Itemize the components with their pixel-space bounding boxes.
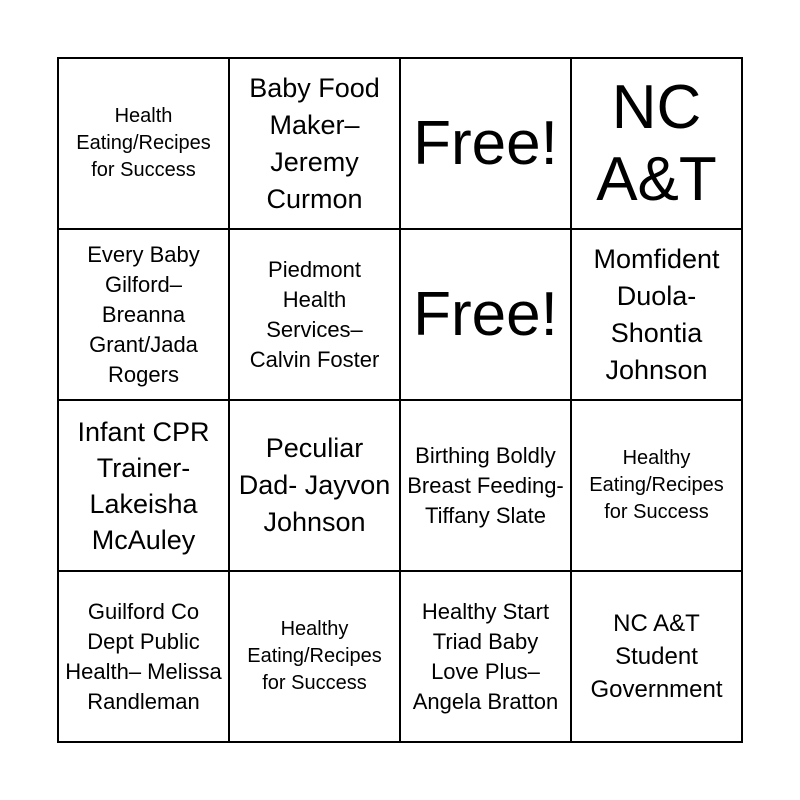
bingo-cell[interactable] bbox=[59, 59, 230, 230]
cell-text: Infant CPR Trainer- Lakeisha McAuley bbox=[77, 416, 210, 555]
bingo-cell[interactable] bbox=[401, 572, 572, 743]
bingo-cell[interactable] bbox=[230, 230, 401, 401]
cell-text: Healthy Eating/Recipes for Success bbox=[589, 447, 724, 523]
cell-text: Healthy Start Triad Baby Love Plus– Angela Bratton bbox=[412, 598, 559, 714]
bingo-cell[interactable] bbox=[230, 572, 401, 743]
bingo-cell[interactable] bbox=[572, 401, 743, 572]
cell-text: Peculiar Dad- Jayvon Johnson bbox=[238, 433, 391, 537]
bingo-cell[interactable] bbox=[59, 401, 230, 572]
bingo-cell[interactable] bbox=[572, 59, 743, 230]
bingo-cell[interactable] bbox=[572, 572, 743, 743]
cell-text: Free! bbox=[413, 279, 558, 349]
bingo-cell[interactable] bbox=[230, 59, 401, 230]
bingo-cell[interactable] bbox=[59, 572, 230, 743]
bingo-cell[interactable] bbox=[572, 230, 743, 401]
bingo-cell-free[interactable] bbox=[401, 230, 572, 401]
cell-text: Baby Food Maker– Jeremy Curmon bbox=[249, 72, 380, 214]
cell-text: Birthing Boldly Breast Feeding- Tiffany Slate bbox=[407, 442, 564, 528]
bingo-cell[interactable] bbox=[401, 401, 572, 572]
cell-text: NC A&T Student Government bbox=[590, 610, 723, 703]
bingo-board bbox=[57, 57, 743, 743]
cell-text: Health Eating/Recipes for Success bbox=[76, 105, 211, 181]
cell-text: Momfident Duola- Shontia Johnson bbox=[593, 243, 720, 385]
cell-text: Piedmont Health Services– Calvin Foster bbox=[249, 256, 380, 372]
cell-text: NC A&T bbox=[596, 72, 717, 214]
cell-text: Free! bbox=[413, 108, 558, 178]
bingo-cell[interactable] bbox=[59, 230, 230, 401]
cell-text: Every Baby Gilford– Breanna Grant/Jada Rogers bbox=[87, 241, 200, 387]
bingo-cell[interactable] bbox=[230, 401, 401, 572]
cell-text: Healthy Eating/Recipes for Success bbox=[247, 618, 382, 694]
bingo-cell-free[interactable] bbox=[401, 59, 572, 230]
cell-text: Guilford Co Dept Public Health– Melissa Randleman bbox=[65, 598, 222, 714]
